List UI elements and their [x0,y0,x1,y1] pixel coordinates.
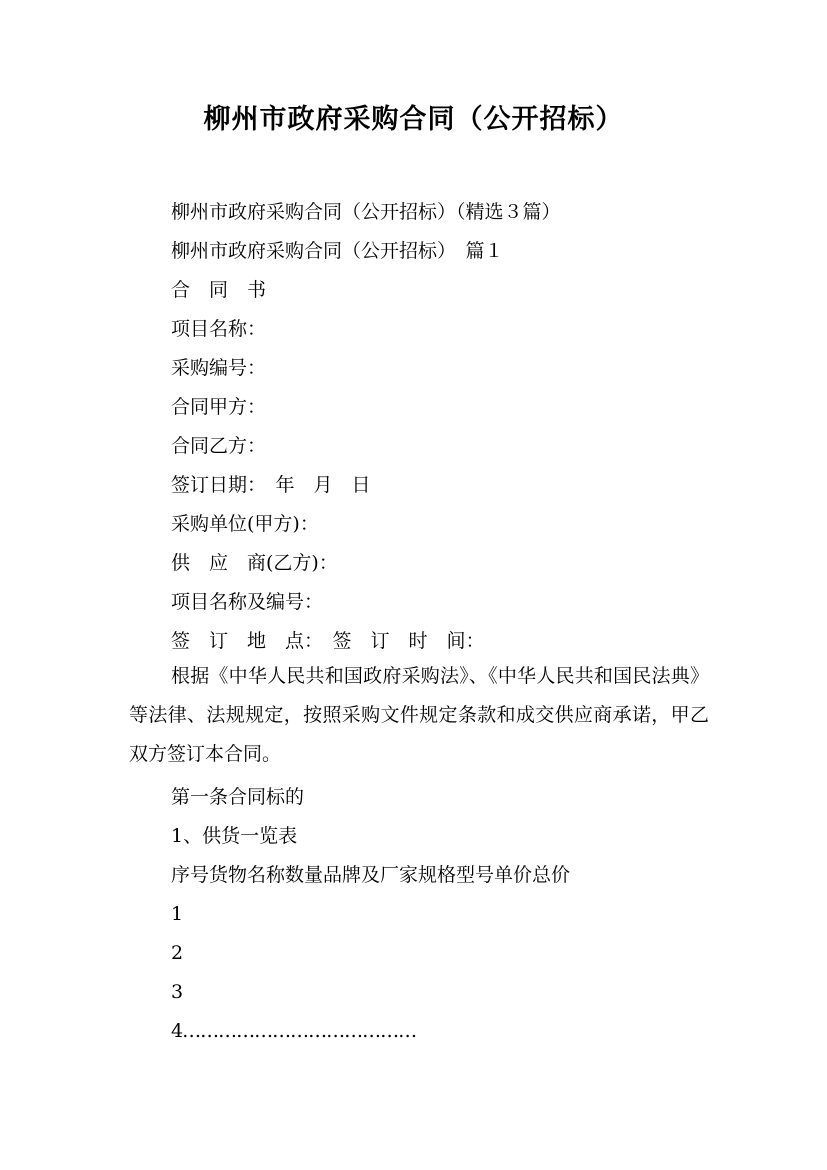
contract-heading: 合 同 书 [171,279,267,301]
table-row: 2 [171,942,184,964]
page-title: 柳州市政府采购合同（公开招标） [203,104,624,135]
field-project-name: 项目名称： [171,318,267,340]
field-project-name-number: 项目名称及编号： [171,591,324,613]
section-heading: 柳州市政府采购合同（公开招标） 篇１ [171,240,504,262]
field-sign-date: 签订日期： 年 月 日 [171,474,371,496]
supply-table-header: 序号货物名称数量品牌及厂家规格型号单价总价 [171,864,571,886]
table-row: 4………………………………… [171,1020,417,1042]
field-party-b: 合同乙方： [171,435,267,457]
article-one-heading: 第一条合同标的 [171,786,305,808]
supply-list-title: 1、供货一览表 [171,825,298,847]
table-row: 3 [171,981,184,1003]
intro-paragraph: 根据《中华人民共和国政府采购法》、《中华人民共和国民法典》等法律、法规规定，按照采购文件规定条款和成交供应商承诺，甲乙双方签订本合同。 [129,665,709,765]
field-sign-place-time: 签 订 地 点： 签 订 时 间： [171,630,485,652]
field-supplier: 供 应 商(乙方)： [171,552,338,574]
document-subtitle: 柳州市政府采购合同（公开招标）（精选３篇） [171,201,561,223]
field-purchaser: 采购单位(甲方)： [171,513,319,535]
field-procurement-number: 采购编号： [171,357,267,379]
table-row: 1 [171,903,184,925]
field-party-a: 合同甲方： [171,396,267,418]
